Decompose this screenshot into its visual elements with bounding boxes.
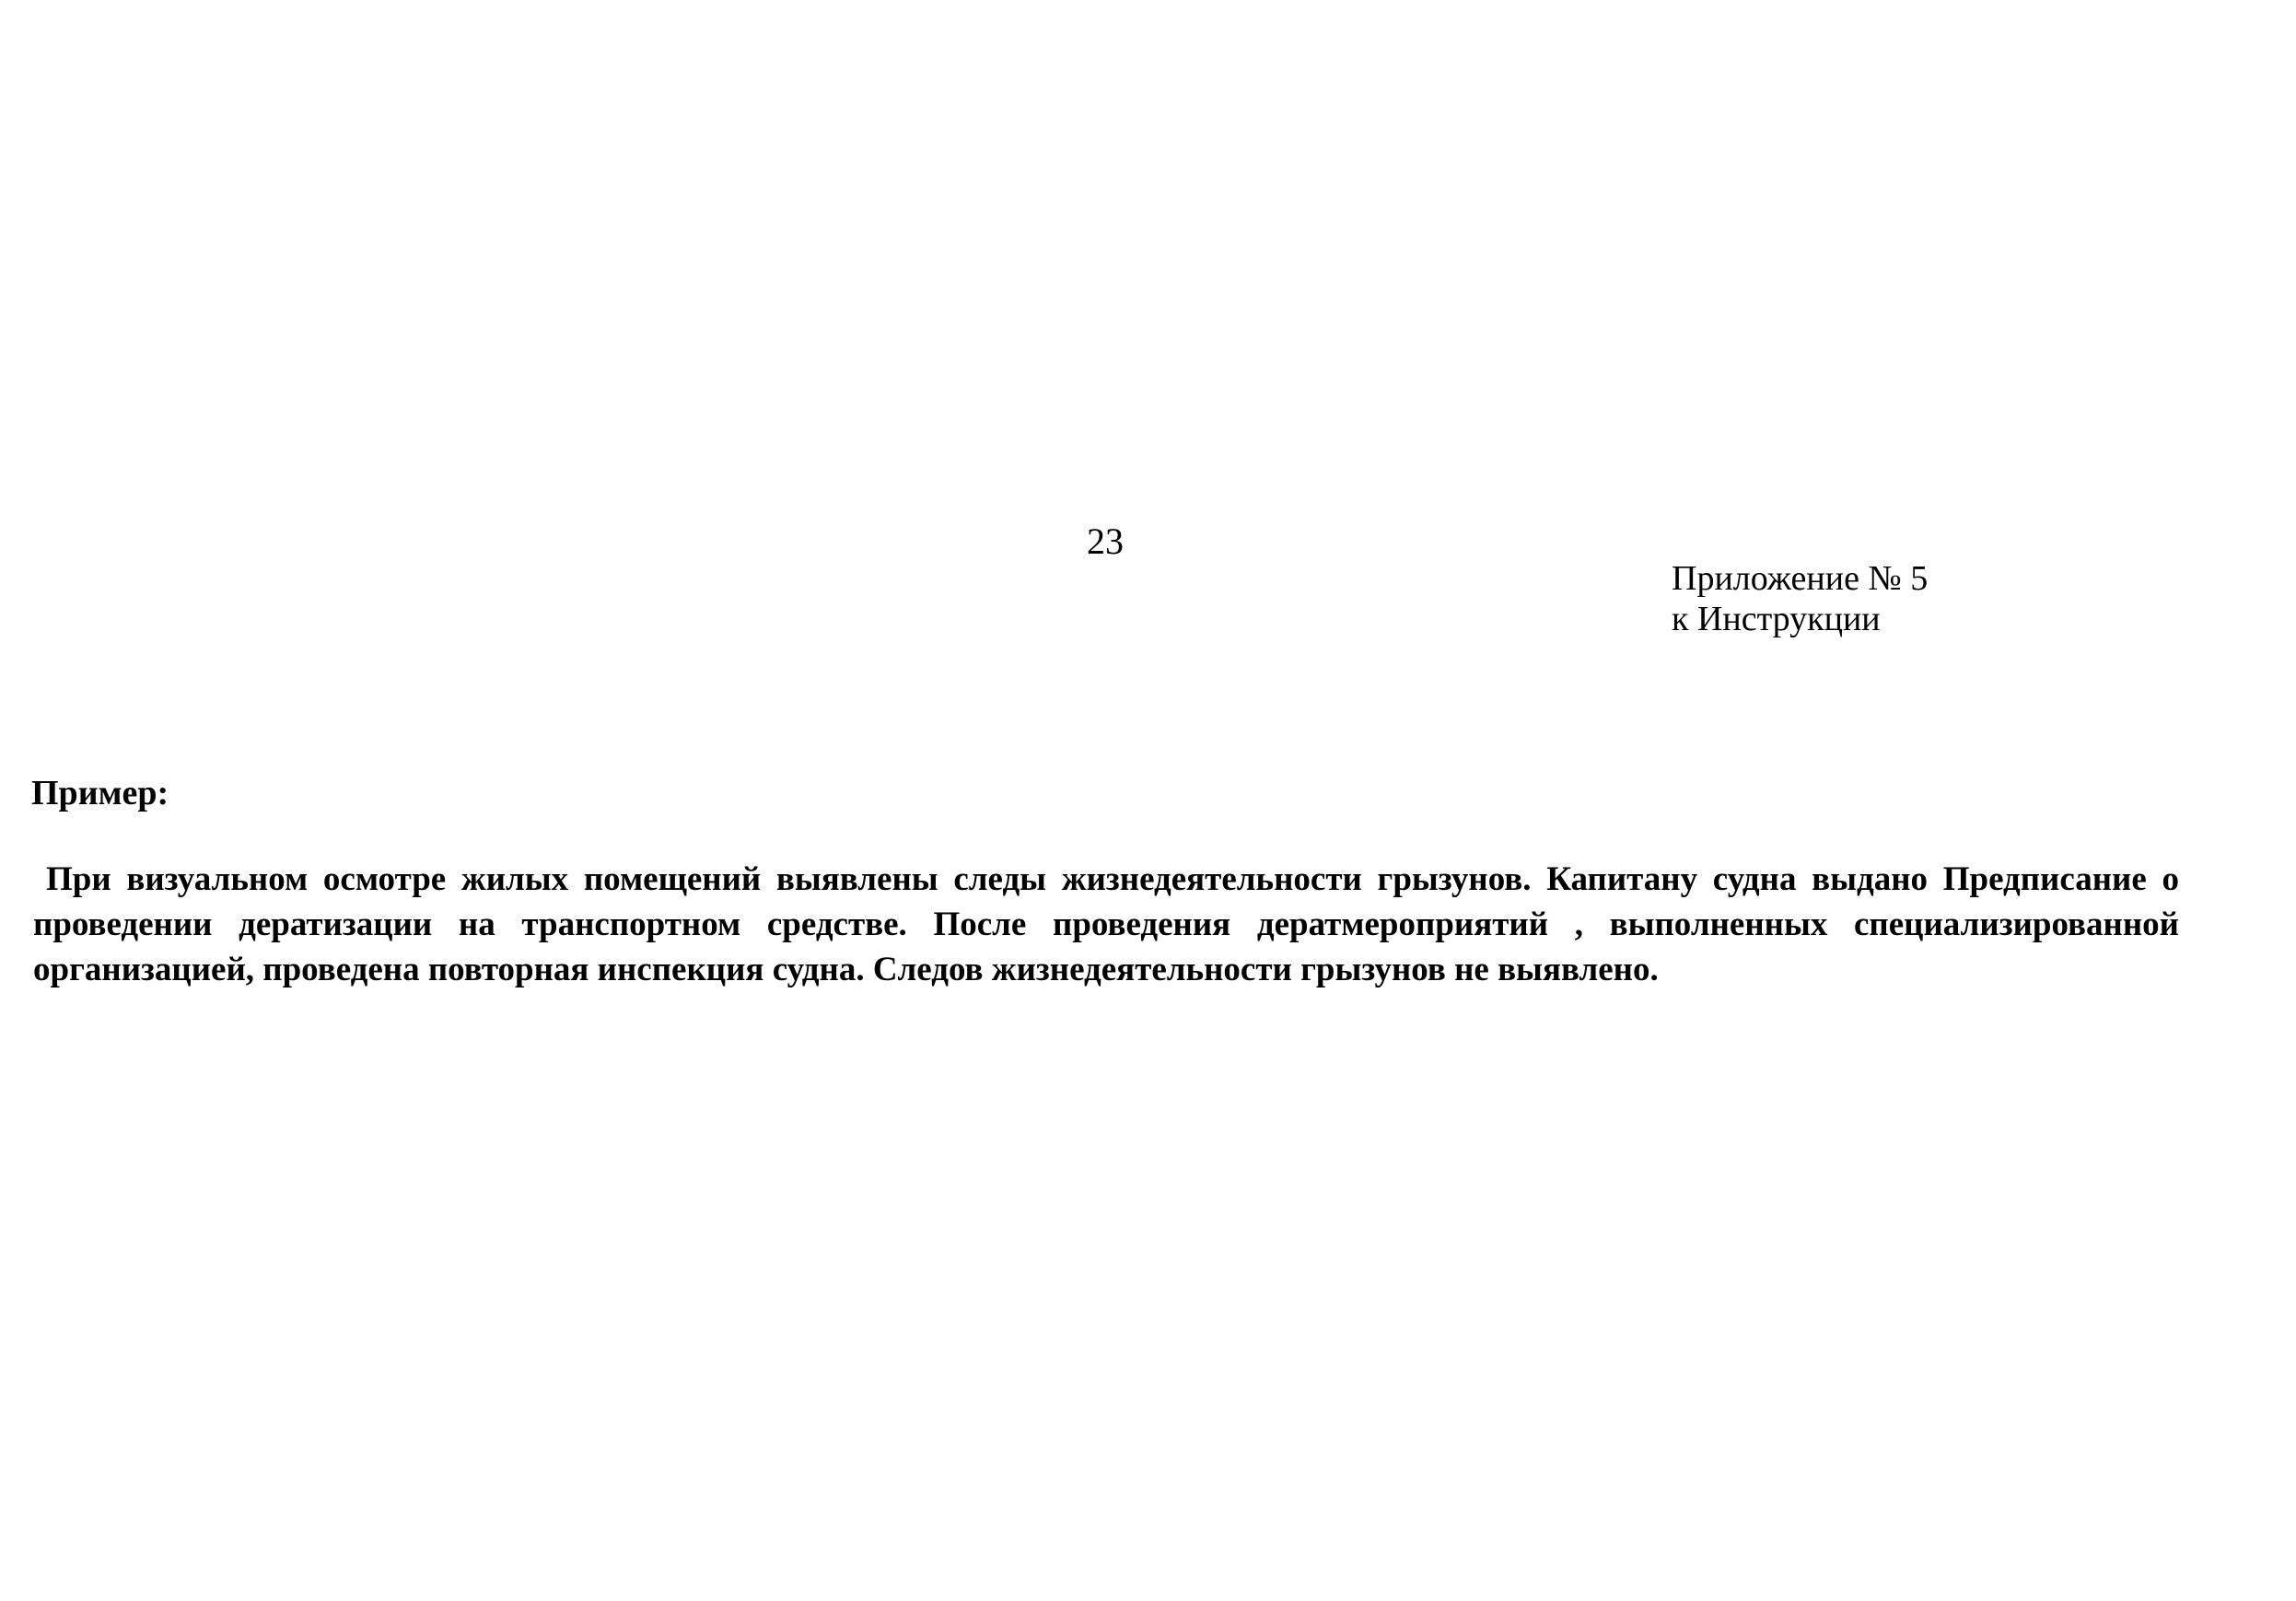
appendix-reference: [1672, 558, 1928, 639]
appendix-line-1: Приложение № 5: [1672, 559, 1929, 598]
appendix-line-2: к Инструкции: [1672, 600, 1881, 638]
page-number: 23: [1087, 520, 1124, 562]
example-paragraph: При визуальном осмотре жилых помещений выявлены следы жизнедеятельности грызунов. Капитану судна выдано Предписание о проведении дератизации на транспортном средстве. После проведения дератмероприятий , выполненных специализированной организацией, проведена повторная инспекция судна. Следов жизнедеятельности грызунов не выявлено.: [33, 860, 2179, 988]
example-heading: Пример:: [31, 774, 169, 812]
